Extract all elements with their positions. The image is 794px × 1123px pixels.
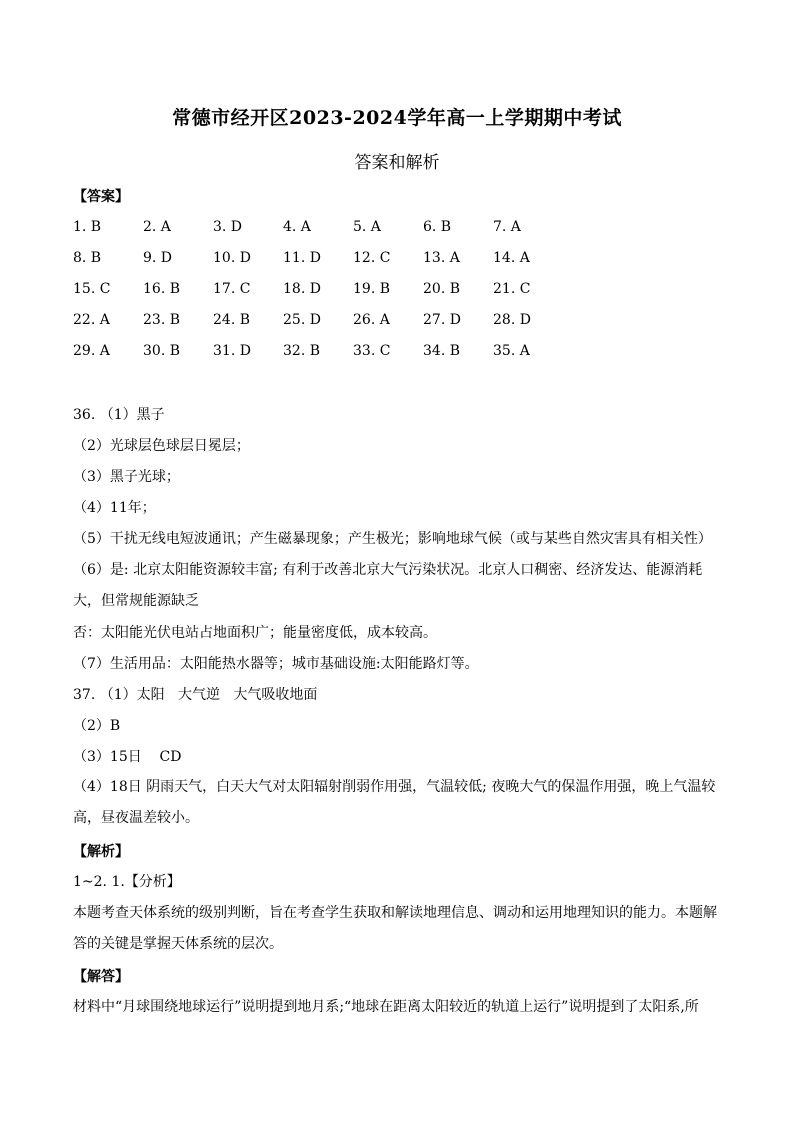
answer-item: 35. A <box>493 343 530 359</box>
q36-line: （5）干扰无线电短波通讯；产生磁暴现象；产生极光；影响地球气候（或与某些自然灾害具有相关性） <box>73 531 712 547</box>
q36-paragraph: （6）是: 北京太阳能资源较丰富; 有利于改善北京大气污染状况。北京人口稠密、经济发达、能源消耗大，但常规能源缺乏 <box>73 562 703 609</box>
answer-item: 8. B <box>73 250 102 266</box>
solution-paragraph: 材料中“月球围绕地球运行”说明提到地月系;“地球在距离太阳较近的轨道上运行”说明提到了太阳系,所 <box>73 999 699 1015</box>
answer-row <box>73 341 633 372</box>
answer-item: 5. A <box>353 219 381 235</box>
answer-item: 32. B <box>283 343 321 359</box>
answer-item: 9. D <box>143 250 173 266</box>
answer-item: 2. A <box>143 219 171 235</box>
q36-line: （2）光球层色球层日冕层； <box>73 438 250 454</box>
answer-item: 25. D <box>283 312 321 328</box>
answer-item: 11. D <box>283 250 321 266</box>
answer-row <box>73 310 633 341</box>
answer-item: 31. D <box>213 343 251 359</box>
q37-paragraph: （4）18日 阴雨天气，白天大气对太阳辐射削弱作用强，气温较低; 夜晚大气的保温作用强，晚上气温较高，昼夜温差较小。 <box>73 779 716 826</box>
q37-line: （3）15日 CD <box>73 749 182 765</box>
answer-item: 20. B <box>423 281 461 297</box>
q36-line: 36. （1）黑子 <box>73 407 165 423</box>
answer-item: 14. A <box>493 250 530 266</box>
answer-grid <box>73 217 633 372</box>
q37-line: 37. （1）太阳 大气逆 大气吸收地面 <box>73 687 318 703</box>
answer-item: 13. A <box>423 250 460 266</box>
analysis-section-tag: 【解析】 <box>73 844 129 860</box>
answer-item: 28. D <box>493 312 531 328</box>
answer-row <box>73 279 633 310</box>
analysis-question-ref: 1~2. 1.【分析】 <box>73 874 181 890</box>
q37-line: （2）B <box>73 718 121 734</box>
solution-tag: 【解答】 <box>73 969 129 985</box>
answer-item: 26. A <box>353 312 390 328</box>
q36-line: （4）11年； <box>73 500 156 516</box>
answer-item: 10. D <box>213 250 251 266</box>
q36-line: 否：太阳能光伏电站占地面积广；能量密度低，成本较高。 <box>73 625 437 641</box>
answer-item: 30. B <box>143 343 181 359</box>
document-subtitle: 答案和解析 <box>354 153 440 173</box>
answer-item: 1. B <box>73 219 102 235</box>
answer-item: 19. B <box>353 281 391 297</box>
answer-item: 3. D <box>213 219 243 235</box>
answer-item: 12. C <box>353 250 391 266</box>
answer-item: 15. C <box>73 281 111 297</box>
answer-item: 16. B <box>143 281 181 297</box>
answer-item: 7. A <box>493 219 521 235</box>
answer-item: 6. B <box>423 219 452 235</box>
answer-item: 23. B <box>143 312 181 328</box>
answer-section-tag: 【答案】 <box>73 189 129 205</box>
answer-item: 29. A <box>73 343 110 359</box>
answer-item: 33. C <box>353 343 391 359</box>
analysis-paragraph: 本题考查天体系统的级别判断，旨在考查学生获取和解读地理信息、调动和运用地理知识的能力。本题解答的关键是掌握天体系统的层次。 <box>73 905 717 952</box>
answer-row <box>73 217 633 248</box>
answer-item: 21. C <box>493 281 531 297</box>
answer-item: 34. B <box>423 343 461 359</box>
answer-item: 27. D <box>423 312 461 328</box>
q36-line: （7）生活用品：太阳能热水器等；城市基础设施:太阳能路灯等。 <box>73 656 479 672</box>
answer-item: 24. B <box>213 312 251 328</box>
answer-item: 4. A <box>283 219 311 235</box>
answer-item: 22. A <box>73 312 110 328</box>
answer-item: 18. D <box>283 281 321 297</box>
document-title: 常德市经开区2023-2024学年高一上学期期中考试 <box>172 107 622 129</box>
answer-row <box>73 248 633 279</box>
answer-item: 17. C <box>213 281 251 297</box>
q36-line: （3）黑子光球； <box>73 469 180 485</box>
